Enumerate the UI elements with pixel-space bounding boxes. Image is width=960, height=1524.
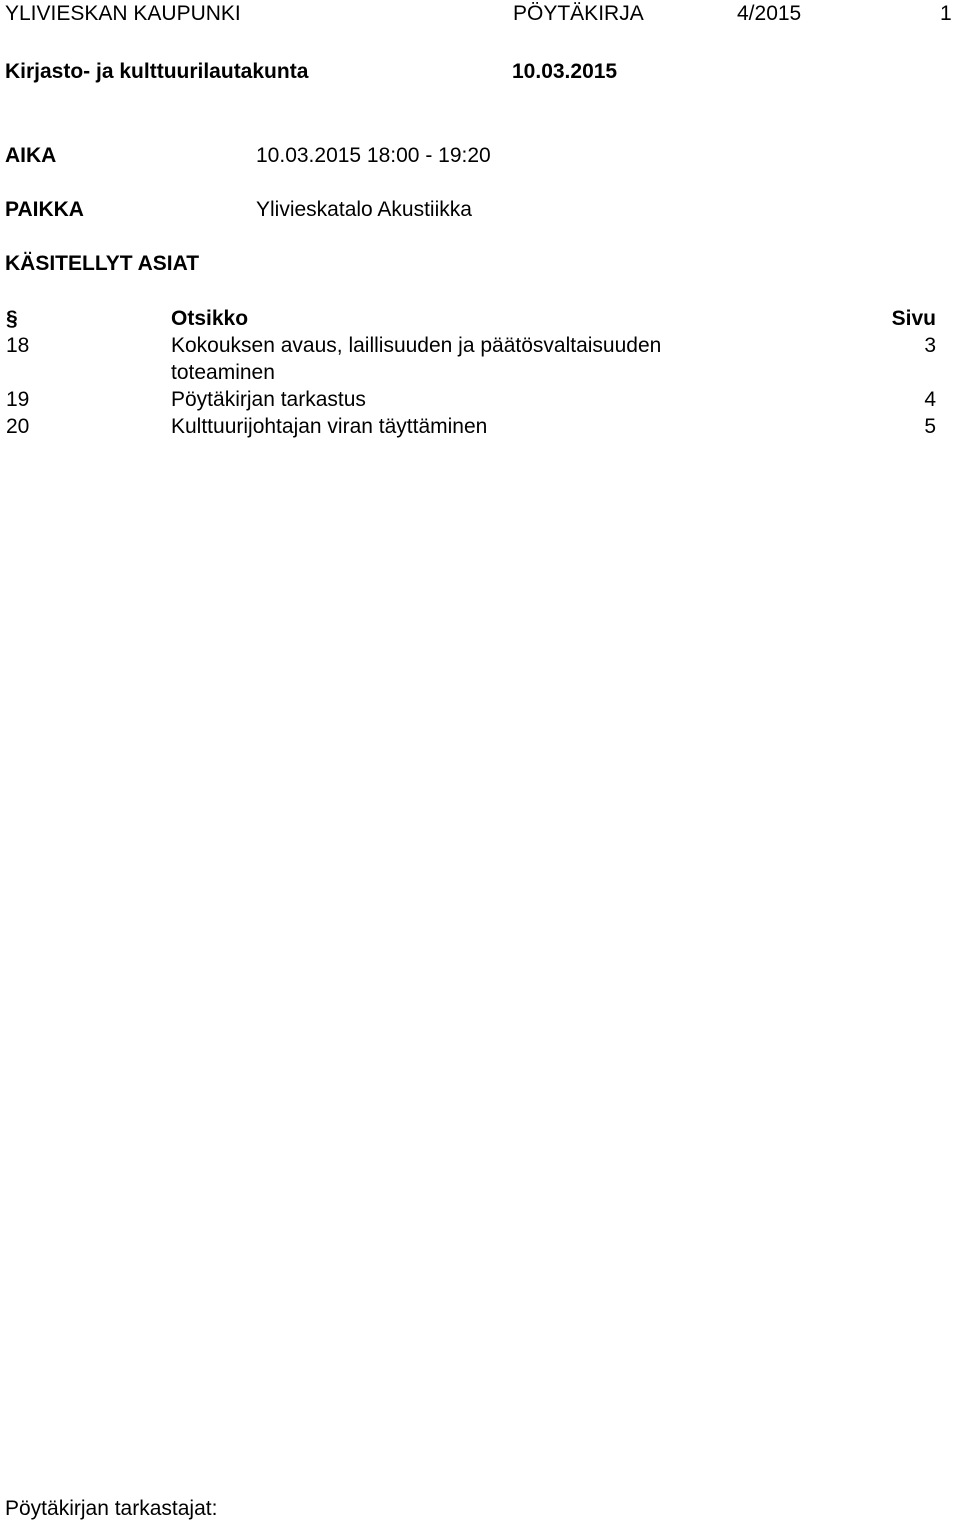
item-number: 20 [6, 415, 30, 438]
organization-name: YLIVIESKAN KAUPUNKI [5, 2, 241, 25]
item-page: 3 [924, 334, 936, 357]
item-title: Kokouksen avaus, laillisuuden ja päätösvaltaisuuden [171, 334, 662, 357]
item-title-continued: toteaminen [171, 361, 275, 384]
item-number: 19 [6, 388, 30, 411]
item-page: 4 [924, 388, 936, 411]
meeting-date: 10.03.2015 [512, 60, 618, 83]
place-label: PAIKKA [5, 198, 84, 221]
place-value: Ylivieskatalo Akustiikka [256, 198, 472, 221]
committee-name: Kirjasto- ja kulttuurilautakunta [5, 60, 309, 83]
column-page: Sivu [891, 307, 936, 330]
column-title: Otsikko [171, 307, 249, 330]
section-symbol: § [6, 307, 18, 330]
item-title: Kulttuurijohtajan viran täyttäminen [171, 415, 488, 438]
document-type: PÖYTÄKIRJA [513, 2, 644, 25]
item-title: Pöytäkirjan tarkastus [171, 388, 366, 411]
page-number: 1 [940, 2, 952, 25]
reviewers-label: Pöytäkirjan tarkastajat: [5, 1497, 218, 1520]
document-number: 4/2015 [737, 2, 802, 25]
item-page: 5 [924, 415, 936, 438]
time-label: AIKA [5, 144, 57, 167]
time-value: 10.03.2015 18:00 - 19:20 [256, 144, 491, 167]
item-number: 18 [6, 334, 30, 357]
agenda-heading: KÄSITELLYT ASIAT [5, 252, 200, 275]
